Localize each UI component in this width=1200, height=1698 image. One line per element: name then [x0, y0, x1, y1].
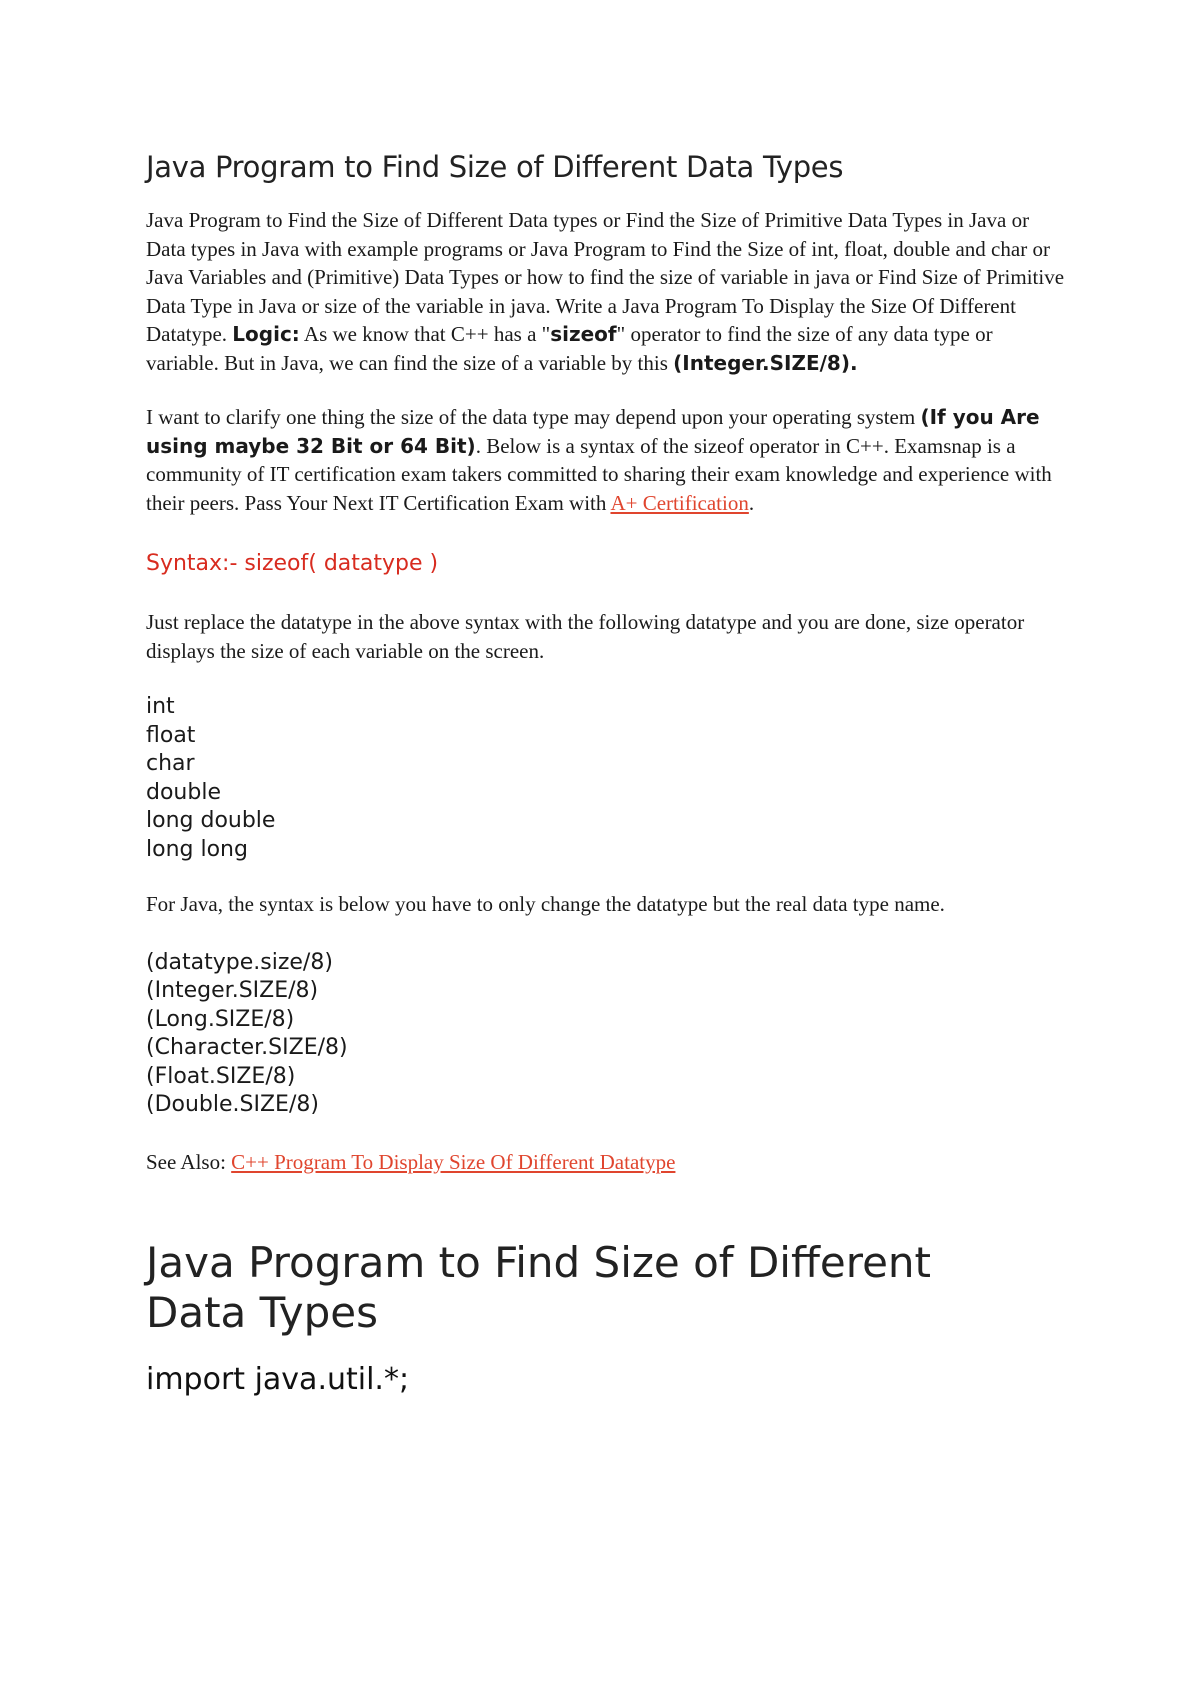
java-syntax-item: (Double.SIZE/8): [146, 1092, 319, 1117]
sizeof-word: sizeof: [550, 322, 617, 346]
intro-text-2: As we know that C++ has a ": [299, 322, 551, 346]
document-content: [146, 150, 1066, 1397]
clarify-text-1: I want to clarify one thing the size of the data type may depend upon your operating system: [146, 405, 921, 429]
datatype-item: double: [146, 779, 221, 805]
intro-text-1: Java Program to Find the Size of Different Data types or Find the Size of Primitive Data Types in Java or Data types in Java with example programs or Java Program to Find the Size of int, float, double and char or Java Variables and (Primitive) Data Types or how to find the size of variable in java or Find Size of Primitive Data Type in Java or size of the variable in java. Write a Java Program To Display the Size Of Different Datatype.: [146, 208, 1065, 346]
java-syntax-item: (Character.SIZE/8): [146, 1035, 348, 1060]
import-statement: import java.util.*;: [146, 1362, 410, 1397]
java-note-paragraph: For Java, the syntax is below you have to only change the datatype but the real data type name.: [146, 892, 945, 916]
intro-text-3: " operator to find the size of any data type or variable. But in Java, we can find the size of a variable by this: [146, 322, 993, 375]
see-also-label: See Also:: [146, 1149, 232, 1174]
logic-label: Logic:: [232, 322, 300, 346]
clarify-text-2: . Below is a syntax of the sizeof operator in C++. Examsnap is a community of IT certification exam takers committed to sharing their exam knowledge and experience with their peers. Pass Your Next IT Certification Exam with: [146, 433, 1052, 515]
java-syntax-item: (Integer.SIZE/8): [146, 978, 319, 1003]
java-syntax-item: (Float.SIZE/8): [146, 1063, 296, 1089]
syntax-heading: Syntax:- sizeof( datatype ): [146, 551, 439, 576]
java-syntax-item: (Long.SIZE/8): [146, 1006, 295, 1032]
clarify-end: .: [748, 490, 755, 515]
datatype-item: float: [146, 722, 196, 748]
see-also-line: [146, 1148, 1066, 1177]
datatype-list: [146, 693, 1066, 864]
section-heading: Java Program to Find Size of Different Data Types: [146, 1238, 931, 1337]
clarify-paragraph: [146, 403, 1066, 517]
cpp-program-link[interactable]: C++ Program To Display Size Of Different Datatype: [231, 1149, 676, 1174]
java-syntax-list: [146, 949, 1066, 1120]
java-syntax-item: (datatype.size/8): [146, 949, 333, 975]
a-plus-certification-link[interactable]: A+ Certification: [610, 490, 749, 515]
intro-paragraph: [146, 206, 1066, 377]
replace-paragraph: Just replace the datatype in the above syntax with the following datatype and you are done, size operator displays the size of each variable on the screen.: [146, 610, 1025, 663]
datatype-item: long double: [146, 808, 276, 833]
page-title: Java Program to Find Size of Different Data Types: [146, 150, 844, 184]
datatype-item: int: [146, 694, 175, 719]
bit-note: (If you Are using maybe 32 Bit or 64 Bit): [146, 405, 1040, 458]
datatype-item: long long: [146, 836, 248, 862]
integer-expression: (Integer.SIZE/8).: [673, 350, 858, 375]
datatype-item: char: [146, 751, 195, 776]
